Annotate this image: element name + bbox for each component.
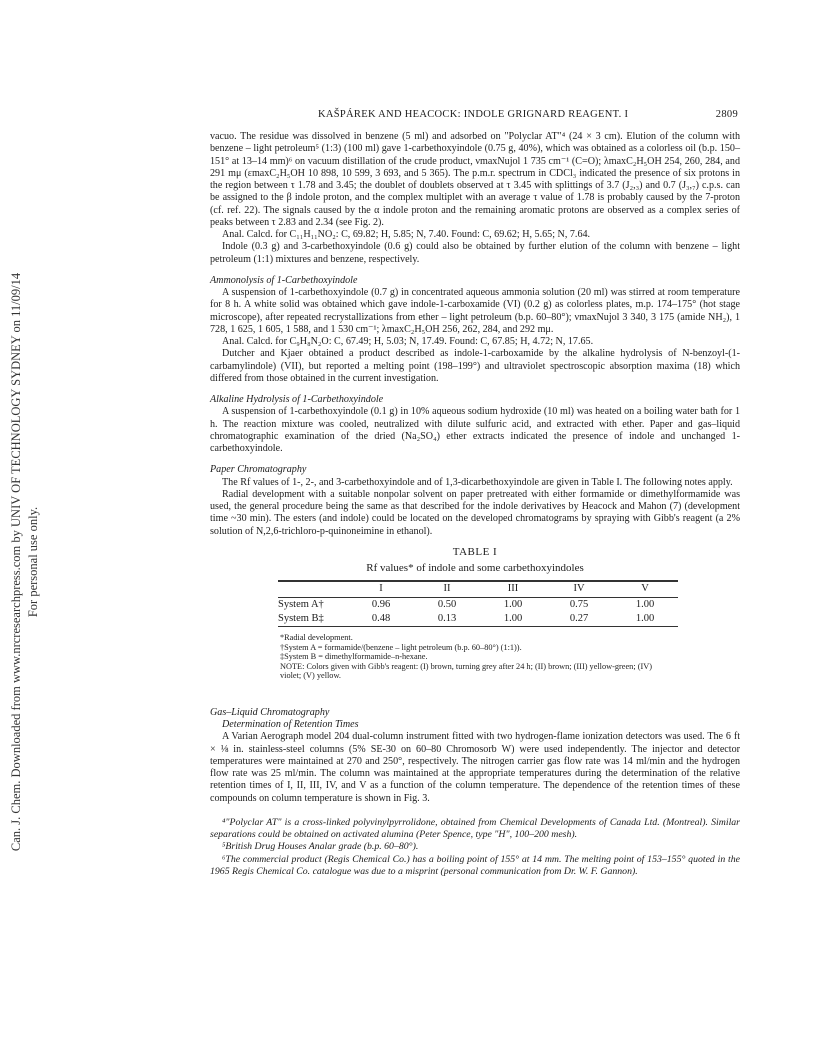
paragraph: Radial development with a suitable nonpolar solvent on paper pretreated with either formamide or dimethylformamide was used, the general procedure being the same as that described for the indole derivatives by Heacock and Mahon (7) (development time ~30 min). The esters (and indole) could be located on the developed chromatograms by spraying with Gibb's reagent (a 2% solution of N,2,6-trichloro-p-quinoneimine in ethanol). (210, 488, 740, 537)
table-cell: 0.50 (437, 598, 457, 610)
watermark-line-1: Can. J. Chem. Downloaded from www.nrcresearchpress.com by UNIV OF TECHNOLOGY SYDNEY on 11/09/14 (9, 272, 23, 852)
section-heading: Paper Chromatography (210, 464, 307, 476)
table-row-label: System B‡ (278, 612, 324, 624)
section-heading: Ammonolysis of 1-Carbethoxyindole (210, 274, 358, 286)
table-cell: 1.00 (503, 598, 523, 610)
table-cell: 1.00 (635, 598, 655, 610)
table-cell: 0.13 (437, 612, 457, 624)
table-header-cell: I (379, 583, 383, 595)
paragraph: The Rf values of 1-, 2-, and 3-carbethoxyindole and of 1,3-dicarbethoxyindole are given in Table I. The following notes apply. (222, 476, 733, 488)
table-header-cell: V (641, 583, 649, 595)
page-number: 2809 (715, 109, 738, 120)
paragraph: A Varian Aerograph model 204 dual-column instrument fitted with two hydrogen-flame ionization detectors was used. The 6 ft × ⅛ in. stainless-steel columns (5% SE-30 on 60–80 Chromosorb W) were used independently. The injector and detector temperatures were maintained at 270 and 250°, respectively. The nitrogen carrier gas flow rate was 14 ml/min and the hydrogen flow rate was 25 ml/min. The column was maintained at the appropriate temperatures during the determination of the relative retention times of I, II, III, IV, and V as a function of the column temperature. The dependence of the retention times of these compounds on column temperature is shown in Fig. 3. (210, 731, 740, 804)
table-row-label: System A† (278, 598, 324, 610)
table-header-cell (278, 581, 348, 597)
table-note: NOTE: Colors given with Gibb's reagent: (I) brown, turning grey after 24 h; (II) brown; (III) yellow-green; (IV) violet; (V) yellow. (280, 661, 652, 681)
article-body (210, 104, 740, 878)
table-note: *Radial development. (280, 633, 353, 642)
table-note: ‡System B = dimethylformamide–n-hexane. (280, 652, 428, 662)
table-cell: 0.27 (569, 612, 589, 624)
footnote: ⁴"Polyclar AT" is a cross-linked polyvinylpyrrolidone, obtained from Chemical Developments of Canada Ltd. (Montreal). Similar separations could be obtained on activated alumina (Peter Spence, type "H", 100–200 mesh). (210, 816, 740, 841)
footnote: ⁵British Drug Houses Analar grade (b.p. 60–80°). (222, 841, 419, 853)
paragraph: Anal. Calcd. for C₉H₈N₂O: C, 67.49; H, 5.03; N, 17.49. Found: C, 67.85; H, 4.72; N, 17.65. (222, 336, 594, 347)
table-cell: 0.48 (371, 612, 391, 624)
watermark-line-2: For personal use only. (26, 506, 40, 618)
table-cell: 1.00 (635, 612, 655, 624)
table-note: †System A = formamide/(benzene – light petroleum (b.p. 60–80°) (1:1)). (280, 642, 522, 652)
table-header-row (278, 581, 678, 597)
section-heading: Alkaline Hydrolysis of 1-Carbethoxyindole (210, 394, 384, 405)
footnote: ⁶The commercial product (Regis Chemical Co.) has a boiling point of 155° at 14 mm. The melting point of 153–155° quoted in the 1965 Regis Chemical Co. catalogue was due to a misprint (personal communication from Dr. W. F. Gannon). (210, 853, 740, 877)
rf-values-table (278, 580, 678, 627)
paragraph: A suspension of 1-carbethoxyindole (0.7 g) in concentrated aqueous ammonia solution (20 ml) was stirred at room temperature for 8 h. A white solid was obtained which gave indole-1-carboxamide (VI) (0.2 g) as colorless plates, m.p. 174–175° (hot stage microscope), after repeated recrystallizations from ether – light petroleum (b.p. 60–80°); νmaxNujol 3 340, 3 175 (amide NH₂), 1 728, 1 625, 1 605, 1 588, and 1 530 cm⁻¹; λmaxC₂H₅OH 256, 262, 284, and 292 mμ. (210, 287, 740, 335)
paragraph: Dutcher and Kjaer obtained a product described as indole-1-carboxamide by the alkaline hydrolysis of N-benzoyl-(1-carbamylindole) (VII), but reported a melting point (198–199°) and ultraviolet spectroscopic absorption maxima (18) which differed from those obtained in the current investigation. (210, 348, 740, 384)
paragraph: Anal. Calcd. for C₁₁H₁₁NO₂: C, 69.82; H, 5.85; N, 7.40. Found: C, 69.62; H, 5.65; N, 7.64. (222, 229, 591, 240)
paragraph: Indole (0.3 g) and 3-carbethoxyindole (0.6 g) could also be obtained by further elution of the column with benzene – light petroleum (1:1) mixtures and benzene, respectively. (210, 241, 740, 265)
subsection-heading: Determination of Retention Times (222, 719, 359, 731)
table-cell: 0.75 (569, 598, 589, 610)
section-heading: Gas–Liquid Chromatography (210, 706, 330, 718)
table-cell: 1.00 (503, 612, 523, 624)
footnotes (210, 817, 740, 878)
paragraph: A suspension of 1-carbethoxyindole (0.1 g) in 10% aqueous sodium hydroxide (10 ml) was heated on a boiling water bath for 1 h. The reaction mixture was cooled, neutralized with dilute sulfuric acid, and extracted with ether. Paper and gas–liquid chromatographic examination of the dried (Na₂SO₄) ether extracts indicated the presence of indole and unchanged 1-carbethoxyindole. (210, 406, 740, 454)
running-title: KAŠPÁREK AND HEACOCK: INDOLE GRIGNARD REAGENT. I (318, 109, 629, 120)
paragraph: vacuo. The residue was dissolved in benzene (5 ml) and adsorbed on "Polyclar AT"⁴ (24 × 3 cm). Elution of the column with benzene – light petroleum⁵ (1:3) (100 ml) gave 1-carbethoxyindole (0.75 g, 40%), which was obtained as a colorless oil (b.p. 150–151° at 13–14 mm)⁶ on vacuum distillation of the crude product, νmaxNujol 1 735 cm⁻¹ (C=O); λmaxC₂H₅OH 254, 260, 284, and 291 mμ (εmaxC₂H₅OH 10 898, 10 599, 3 693, and 5 365). The p.m.r. spectrum in CDCl₃ indicated the presence of six protons in the region between τ 1.78 and 3.45; the doublet of doublets observed at τ 3.45 with splittings of 3.7 (J₂,₃) and 0.7 (J₃,₇) c.p.s. can be assigned to the β indole proton, and the complex multiplet with an average τ value of 1.78 is probably caused by the 7-proton (cf. ref. 22). The signals caused by the α indole proton and the remaining aromatic protons are observed as a complex series of peaks between τ 2.83 and 2.34 (see Fig. 2). (210, 131, 740, 228)
table-notes (280, 633, 670, 681)
table-header-cell: III (507, 583, 519, 595)
table-cell: 0.96 (371, 598, 391, 610)
download-watermark (8, 252, 48, 872)
table-header-cell: II (443, 583, 451, 595)
table-caption: Rf values* of indole and some carbethoxyindoles (366, 562, 584, 574)
table-row (278, 612, 678, 627)
table-header-cell: IV (573, 583, 585, 595)
table-i (210, 546, 740, 681)
table-row (278, 597, 678, 612)
table-title: TABLE I (452, 545, 498, 558)
